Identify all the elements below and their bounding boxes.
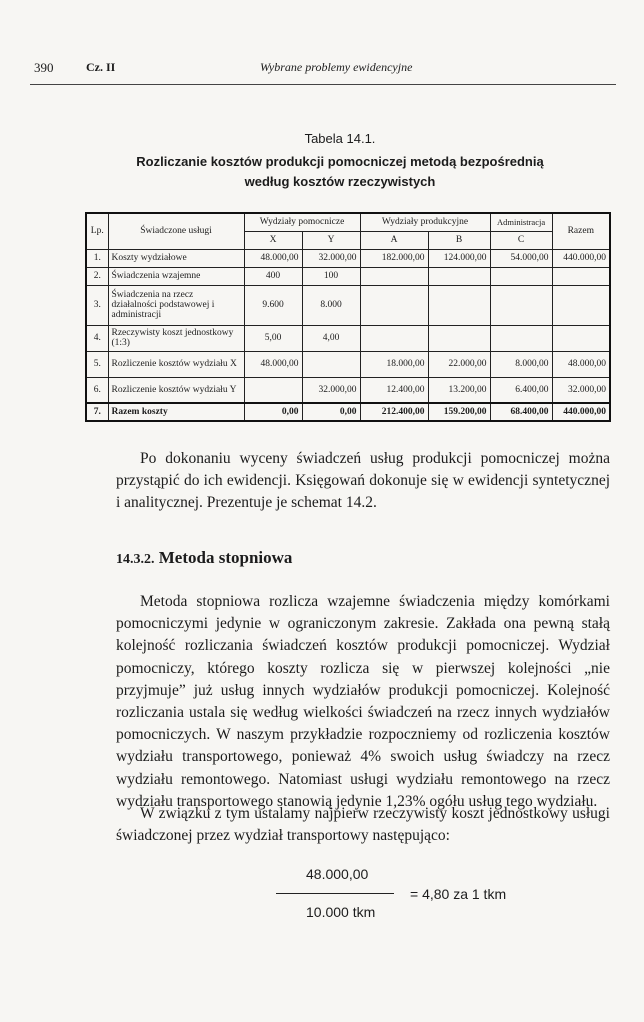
- cell-c: 6.400,00: [490, 377, 552, 403]
- part-label: Cz. II: [86, 60, 116, 74]
- cell-y: 0,00: [302, 403, 360, 421]
- cell-lp: 7.: [86, 403, 108, 421]
- header-prod-depts: Wydziały produkcyjne: [360, 213, 490, 231]
- cell-x: 5,00: [244, 325, 302, 351]
- cell-c: 8.000,00: [490, 351, 552, 377]
- cell-x: [244, 377, 302, 403]
- cell-total: [552, 285, 610, 325]
- header-services: Świadczone usługi: [108, 213, 244, 249]
- fraction-bar: [276, 893, 394, 894]
- table-title-line-1: Rozliczanie kosztów produkcji pomocniczej metodą bezpośrednią: [136, 154, 544, 169]
- running-title: Wybrane problemy ewidencyjne: [260, 60, 413, 74]
- cell-b: [428, 267, 490, 285]
- page-number: 390: [34, 60, 54, 75]
- cell-a: 182.000,00: [360, 249, 428, 267]
- cell-x: 0,00: [244, 403, 302, 421]
- table-row: [86, 325, 610, 351]
- cell-name: Rozliczenie kosztów wydziału X: [108, 351, 244, 377]
- cell-y: 32.000,00: [302, 249, 360, 267]
- cell-name: Rzeczywisty koszt jednostkowy (1:3): [108, 325, 244, 351]
- cell-c: 68.400,00: [490, 403, 552, 421]
- cell-lp: 1.: [86, 249, 108, 267]
- subheader-c: C: [490, 231, 552, 249]
- section-title: Metoda stopniowa: [158, 548, 293, 567]
- cell-total: 32.000,00: [552, 377, 610, 403]
- cell-name: Rozliczenie kosztów wydziału Y: [108, 377, 244, 403]
- table-row: [86, 249, 610, 267]
- cell-a: 12.400,00: [360, 377, 428, 403]
- subheader-x: X: [244, 231, 302, 249]
- cell-total: 440.000,00: [552, 403, 610, 421]
- header-total: Razem: [552, 213, 610, 249]
- header-admin: Administracja: [490, 213, 552, 231]
- subheader-y: Y: [302, 231, 360, 249]
- table-label: Tabela 14.1.: [304, 131, 376, 146]
- section-heading: [116, 548, 292, 568]
- table-row: [86, 267, 610, 285]
- cell-name: Świadczenia wzajemne: [108, 267, 244, 285]
- cell-lp: 5.: [86, 351, 108, 377]
- cell-total: [552, 325, 610, 351]
- section-number: 14.3.2.: [116, 552, 155, 567]
- cell-name: Świadczenia na rzecz działalności podstawowej i administracji: [108, 285, 244, 325]
- formula-numerator: 48.000,00: [306, 866, 369, 882]
- page-header: [30, 60, 620, 84]
- cell-c: 54.000,00: [490, 249, 552, 267]
- cell-x: 9.600: [244, 285, 302, 325]
- cell-y: 32.000,00: [302, 377, 360, 403]
- cell-total: 440.000,00: [552, 249, 610, 267]
- cell-b: 13.200,00: [428, 377, 490, 403]
- cell-y: 100: [302, 267, 360, 285]
- cell-lp: 6.: [86, 377, 108, 403]
- header-lp: Lp.: [86, 213, 108, 249]
- cell-a: 18.000,00: [360, 351, 428, 377]
- paragraph-3: [116, 803, 610, 847]
- cell-b: [428, 325, 490, 351]
- cell-a: [360, 285, 428, 325]
- cell-b: [428, 285, 490, 325]
- formula-result: = 4,80 za 1 tkm: [410, 886, 507, 902]
- cell-c: [490, 285, 552, 325]
- header-aux-depts: Wydziały pomocnicze: [244, 213, 360, 231]
- cell-x: 48.000,00: [244, 249, 302, 267]
- cell-a: [360, 325, 428, 351]
- cost-table: [85, 212, 611, 422]
- table-row: [86, 285, 610, 325]
- cell-x: 400: [244, 267, 302, 285]
- cell-y: 8.000: [302, 285, 360, 325]
- paragraph-2: [116, 591, 610, 813]
- cell-name: Koszty wydziałowe: [108, 249, 244, 267]
- cell-a: 212.400,00: [360, 403, 428, 421]
- cell-b: 124.000,00: [428, 249, 490, 267]
- cell-y: [302, 351, 360, 377]
- paragraph-3-text: W związku z tym ustalamy najpierw rzeczywisty koszt jednostkowy usługi świadczonej przez wydział transportowy następująco:: [116, 805, 610, 845]
- cell-name: Razem koszty: [108, 403, 244, 421]
- cell-y: 4,00: [302, 325, 360, 351]
- subheader-b: B: [428, 231, 490, 249]
- cell-total: 48.000,00: [552, 351, 610, 377]
- table-title: [90, 152, 590, 192]
- table-row-total: [86, 403, 610, 421]
- paragraph-1: [116, 448, 610, 515]
- cell-c: [490, 325, 552, 351]
- header-rule: [30, 84, 616, 85]
- table-row: [86, 377, 610, 403]
- paragraph-2-text: Metoda stopniowa rozlicza wzajemne świadczenia między komórkami pomocniczymi jedynie w ograniczonym zakresie. Zakłada ona pewną stałą kolejność rozliczania świadczeń kosztów produkcji pomocniczej. Wydział pomocniczy, którego koszty rozlicza się w pierwszej kolejności „nie przyjmuje” już usług innych wydziałów produkcji pomocniczej. Kolejność rozliczania ustala się według wielkości świadczeń na rzecz innych wydziałów pomocniczych. W naszym przykładzie rozpoczniemy od rozliczenia kosztów wydziału transportowego, ponieważ 4% swoich usług świadczy na rzecz wydziału remontowego. Natomiast usługi wydziału remontowego na rzecz wydziału transportowego stanowią jedynie 1,23% ogółu usług tego wydziału.: [116, 593, 610, 810]
- table-title-line-2: według kosztów rzeczywistych: [244, 174, 436, 189]
- cell-lp: 2.: [86, 267, 108, 285]
- cell-x: 48.000,00: [244, 351, 302, 377]
- cell-total: [552, 267, 610, 285]
- paragraph-1-text: Po dokonaniu wyceny świadczeń usług produkcji pomocniczej można przystąpić do ich ewidencji. Księgowań dokonuje się w ewidencji syntetycznej i analitycznej. Prezentuje je schemat 14.2.: [116, 450, 610, 512]
- formula: [276, 866, 556, 926]
- table-row: [86, 351, 610, 377]
- cell-lp: 3.: [86, 285, 108, 325]
- cell-b: 159.200,00: [428, 403, 490, 421]
- cell-c: [490, 267, 552, 285]
- cell-lp: 4.: [86, 325, 108, 351]
- cell-a: [360, 267, 428, 285]
- formula-denominator: 10.000 tkm: [306, 904, 376, 920]
- subheader-a: A: [360, 231, 428, 249]
- cell-b: 22.000,00: [428, 351, 490, 377]
